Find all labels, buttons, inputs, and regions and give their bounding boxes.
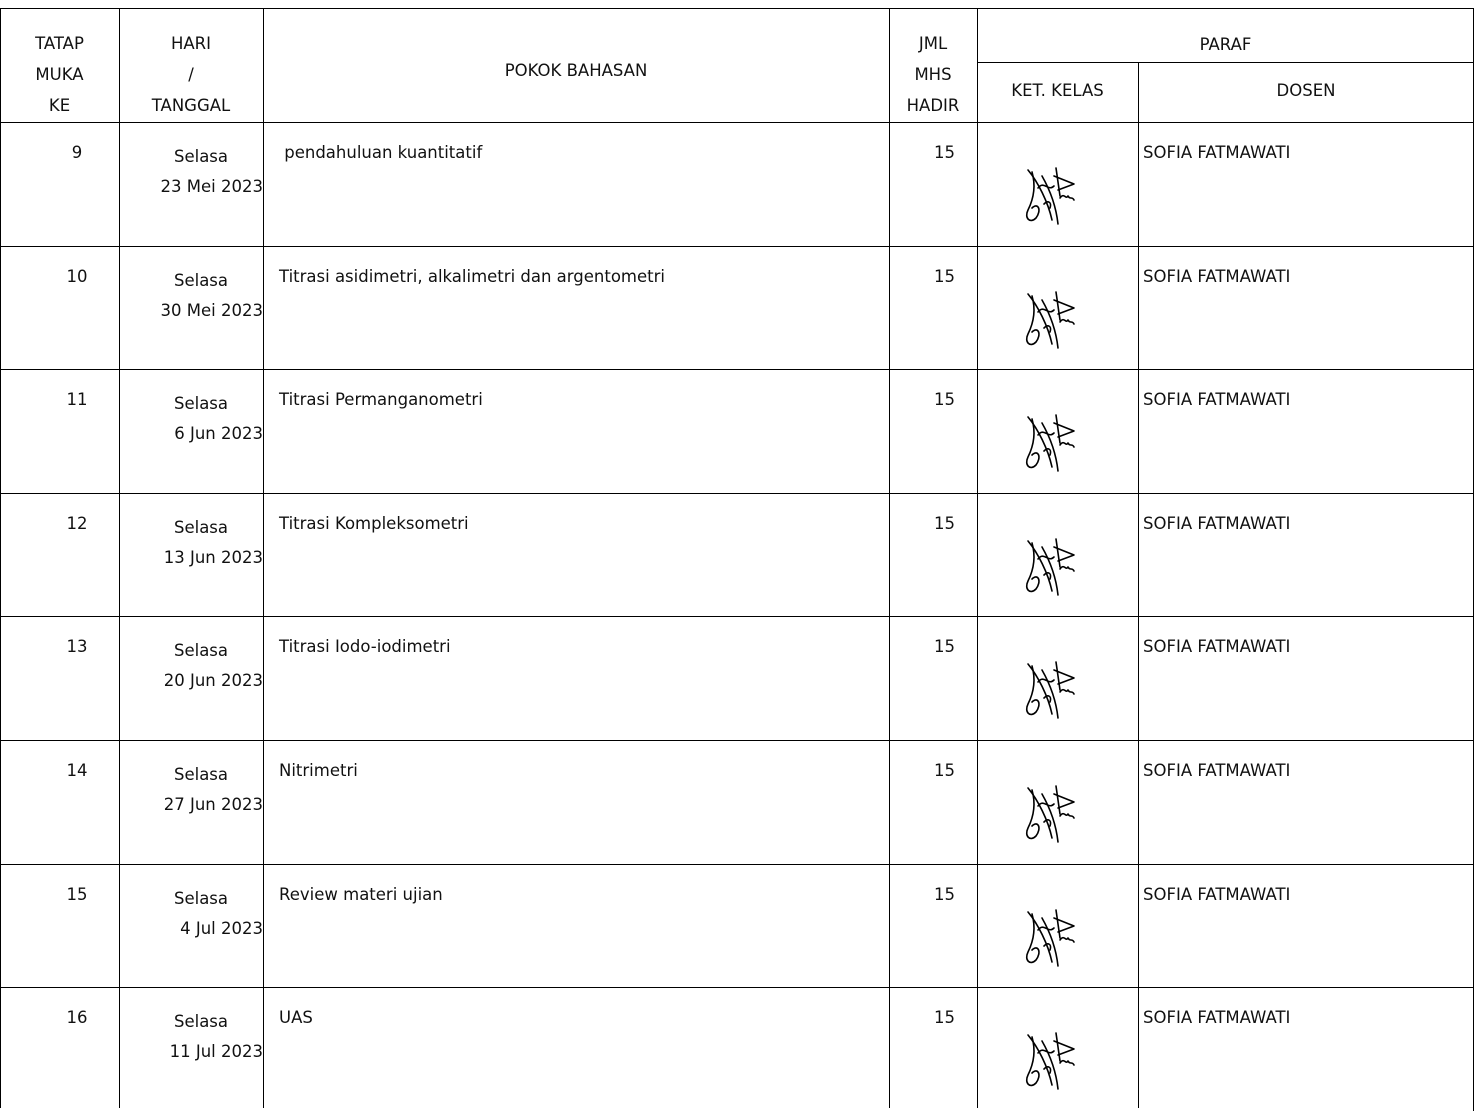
meeting-day: Selasa bbox=[173, 147, 229, 166]
signature-icon bbox=[1014, 286, 1084, 350]
topic: pendahuluan kuantitatif bbox=[279, 143, 483, 162]
meeting-date: 13 Jun 2023 bbox=[163, 548, 263, 567]
header-ket-kelas: KET. KELAS bbox=[1011, 81, 1104, 100]
meeting-date: 11 Jul 2023 bbox=[169, 1042, 263, 1061]
header-paraf: PARAF bbox=[1199, 35, 1252, 54]
signature-icon bbox=[1014, 904, 1084, 968]
header-hadir: HADIR bbox=[906, 96, 960, 115]
topic: Review materi ujian bbox=[279, 885, 443, 904]
meeting-day: Selasa bbox=[173, 1012, 229, 1031]
meeting-day: Selasa bbox=[173, 394, 229, 413]
paraf-divider bbox=[977, 62, 1474, 63]
lecturer-name: SOFIA FATMAWATI bbox=[1143, 390, 1291, 409]
students-present: 15 bbox=[934, 761, 955, 780]
header-jml: JML bbox=[918, 34, 948, 53]
row-divider bbox=[0, 246, 1474, 247]
lecturer-name: SOFIA FATMAWATI bbox=[1143, 637, 1291, 656]
header-bottom-border bbox=[0, 122, 1474, 123]
lecturer-name: SOFIA FATMAWATI bbox=[1143, 885, 1291, 904]
meeting-number: 9 bbox=[71, 143, 83, 162]
topic: Titrasi Permanganometri bbox=[279, 390, 483, 409]
meeting-date: 23 Mei 2023 bbox=[160, 177, 263, 196]
meeting-date: 20 Jun 2023 bbox=[163, 671, 263, 690]
meeting-number: 11 bbox=[66, 390, 88, 409]
lecturer-name: SOFIA FATMAWATI bbox=[1143, 267, 1291, 286]
signature-icon bbox=[1014, 656, 1084, 720]
header-tanggal: TANGGAL bbox=[151, 96, 231, 115]
meeting-date: 6 Jun 2023 bbox=[174, 424, 263, 443]
meeting-number: 10 bbox=[66, 267, 88, 286]
header-hari: HARI bbox=[170, 34, 212, 53]
row-divider bbox=[0, 616, 1474, 617]
header-pokok-bahasan: POKOK BAHASAN bbox=[504, 61, 648, 80]
row-divider bbox=[0, 987, 1474, 988]
header-dosen: DOSEN bbox=[1276, 81, 1336, 100]
meeting-day: Selasa bbox=[173, 889, 229, 908]
meeting-date: 4 Jul 2023 bbox=[180, 919, 263, 938]
meeting-number: 16 bbox=[66, 1008, 88, 1027]
students-present: 15 bbox=[934, 885, 955, 904]
meeting-number: 14 bbox=[66, 761, 88, 780]
signature-icon bbox=[1014, 409, 1084, 473]
meeting-day: Selasa bbox=[173, 518, 229, 537]
students-present: 15 bbox=[934, 1008, 955, 1027]
lecturer-name: SOFIA FATMAWATI bbox=[1143, 761, 1291, 780]
students-present: 15 bbox=[934, 514, 955, 533]
row-divider bbox=[0, 493, 1474, 494]
topic: Nitrimetri bbox=[279, 761, 358, 780]
meeting-number: 13 bbox=[66, 637, 88, 656]
lecturer-name: SOFIA FATMAWATI bbox=[1143, 143, 1291, 162]
signature-icon bbox=[1014, 533, 1084, 597]
row-divider bbox=[0, 864, 1474, 865]
students-present: 15 bbox=[934, 143, 955, 162]
meeting-number: 12 bbox=[66, 514, 88, 533]
topic: Titrasi asidimetri, alkalimetri dan argentometri bbox=[279, 267, 665, 286]
meeting-date: 27 Jun 2023 bbox=[163, 795, 263, 814]
signature-icon bbox=[1014, 162, 1084, 226]
topic: UAS bbox=[279, 1008, 313, 1027]
meeting-date: 30 Mei 2023 bbox=[160, 301, 263, 320]
meeting-day: Selasa bbox=[173, 271, 229, 290]
col-divider-4 bbox=[977, 8, 978, 1108]
header-muka: MUKA bbox=[35, 65, 84, 84]
students-present: 15 bbox=[934, 267, 955, 286]
meeting-day: Selasa bbox=[173, 641, 229, 660]
students-present: 15 bbox=[934, 637, 955, 656]
students-present: 15 bbox=[934, 390, 955, 409]
row-divider bbox=[0, 369, 1474, 370]
signature-icon bbox=[1014, 780, 1084, 844]
header-tatap: TATAP bbox=[35, 34, 84, 53]
col-divider-2 bbox=[263, 8, 264, 1108]
lecturer-name: SOFIA FATMAWATI bbox=[1143, 514, 1291, 533]
meeting-day: Selasa bbox=[173, 765, 229, 784]
col-divider-3 bbox=[889, 8, 890, 1108]
header-ke: KE bbox=[48, 96, 71, 115]
header-mhs: MHS bbox=[914, 65, 952, 84]
col-divider-5 bbox=[1138, 62, 1139, 1108]
signature-icon bbox=[1014, 1027, 1084, 1091]
lecturer-name: SOFIA FATMAWATI bbox=[1143, 1008, 1291, 1027]
row-divider bbox=[0, 740, 1474, 741]
header-slash: / bbox=[188, 65, 194, 84]
table-left-border bbox=[0, 8, 1, 1108]
meeting-number: 15 bbox=[66, 885, 88, 904]
topic: Titrasi Kompleksometri bbox=[279, 514, 469, 533]
table-top-border bbox=[0, 8, 1474, 9]
topic: Titrasi Iodo-iodimetri bbox=[279, 637, 451, 656]
